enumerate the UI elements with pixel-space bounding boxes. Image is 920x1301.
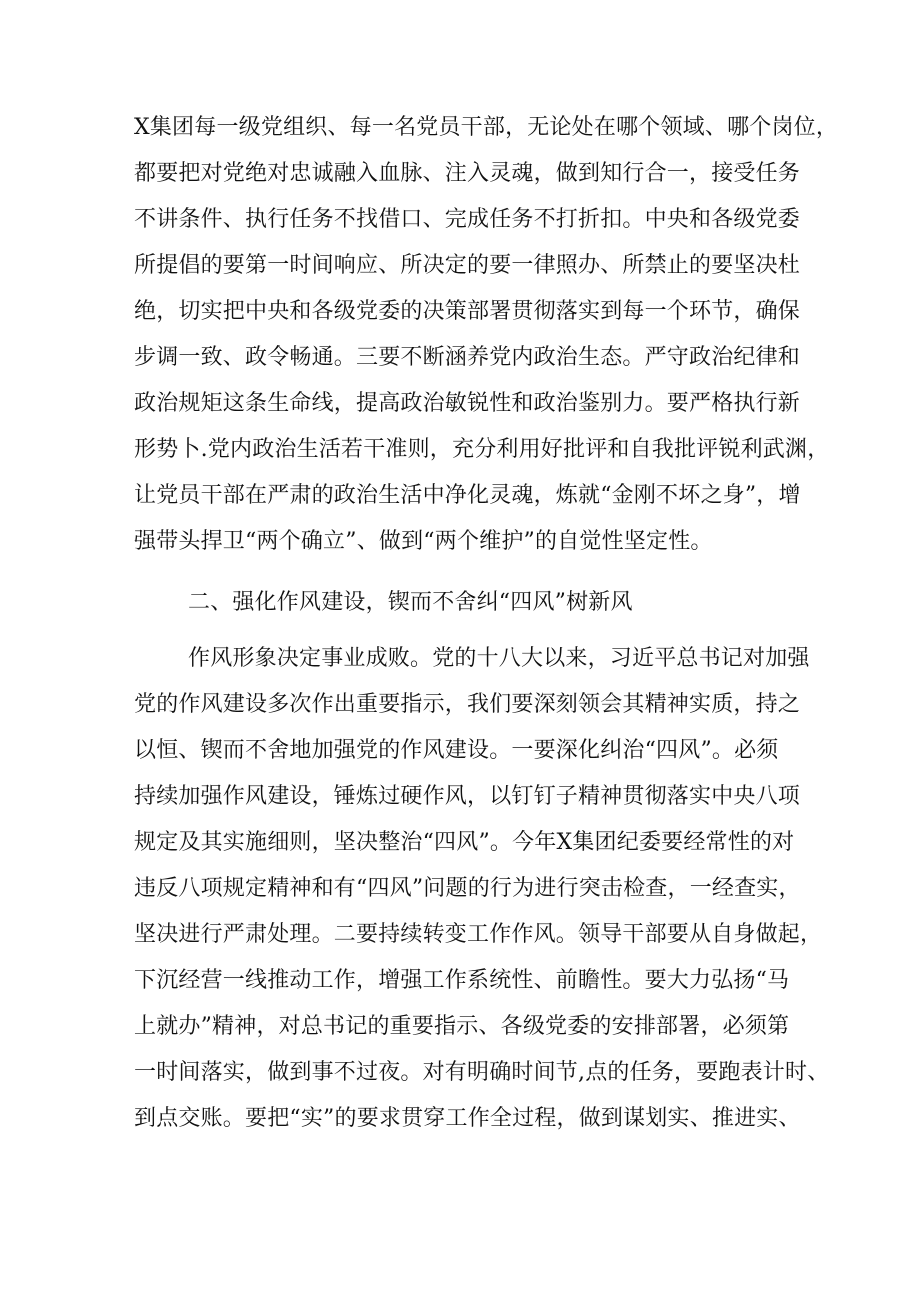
text-line: 坚决进行严肃处理。二要持续转变工作作风。领导干部要从自身做起，: [134, 922, 823, 947]
text-line: 党的作风建设多次作出重要指示，我们要深刻领会其精神实质，持之: [134, 692, 801, 717]
text-line: 步调一致、政令畅通。三要不断涵养党内政治生态。严守政治纪律和: [134, 345, 801, 370]
text-line: 所提倡的要第一时间响应、所决定的要一律照办、所禁止的要坚决杜: [134, 253, 801, 278]
text-line: 下沉经营一线推动工作，增强工作系统性、前瞻性。要大力弘扬“马: [134, 968, 790, 993]
text-line: 到点交账。要把“实”的要求贯穿工作全过程，做到谋划实、推进实、: [134, 1106, 801, 1131]
text-line: 不讲条件、执行任务不找借口、完成任务不打折扣。中央和各级党委: [134, 207, 801, 232]
text-line: 强带头捍卫“两个确立”、做到“两个维护”的自觉性坚定性。: [134, 529, 713, 554]
text-line: 违反八项规定精神和有“四风”问题的行为进行突击检查，一经查实，: [134, 876, 801, 901]
paragraph-first-line: 作风形象决定事业成败。党的十八大以来，习近平总书记对加强: [188, 646, 810, 671]
text-line: 形势卜.党内政治生活若干准则，充分利用好批评和自我批评锐利武渊，: [134, 437, 830, 462]
text-line: X集团每一级党组织、每一名党员干部，无论处在哪个领域、哪个岗位，: [134, 115, 839, 140]
text-line: 绝，切实把中央和各级党委的决策部署贯彻落实到每一个环节，确保: [134, 299, 801, 324]
text-line: 政治规矩这条生命线，提高政治敏锐性和政治鉴别力。要严格执行新: [134, 391, 801, 416]
text-line: 以恒、锲而不舍地加强党的作风建设。一要深化纠治“四风”。必须: [134, 738, 779, 763]
text-line: 让党员干部在严肃的政治生活中净化灵魂，炼就“金刚不坏之身”，增: [134, 483, 801, 508]
text-line: 一时间落实，做到事不过夜。对有明确时间节,点的任务，要跑表计时、: [134, 1060, 830, 1085]
section-heading: 二、强化作风建设，锲而不舍纠“四风”树新风: [188, 590, 633, 615]
text-line: 规定及其实施细则，坚决整治“四风”。今年X集团纪委要经常性的对: [134, 830, 795, 855]
text-line: 持续加强作风建设，锤炼过硬作风，以钉钉子精神贯彻落实中央八项: [134, 784, 801, 809]
text-line: 上就办”精神，对总书记的重要指示、各级党委的安排部署，必须第: [134, 1014, 790, 1039]
text-line: 都要把对党绝对忠诚融入血脉、注入灵魂，做到知行合一，接受任务: [134, 161, 801, 186]
